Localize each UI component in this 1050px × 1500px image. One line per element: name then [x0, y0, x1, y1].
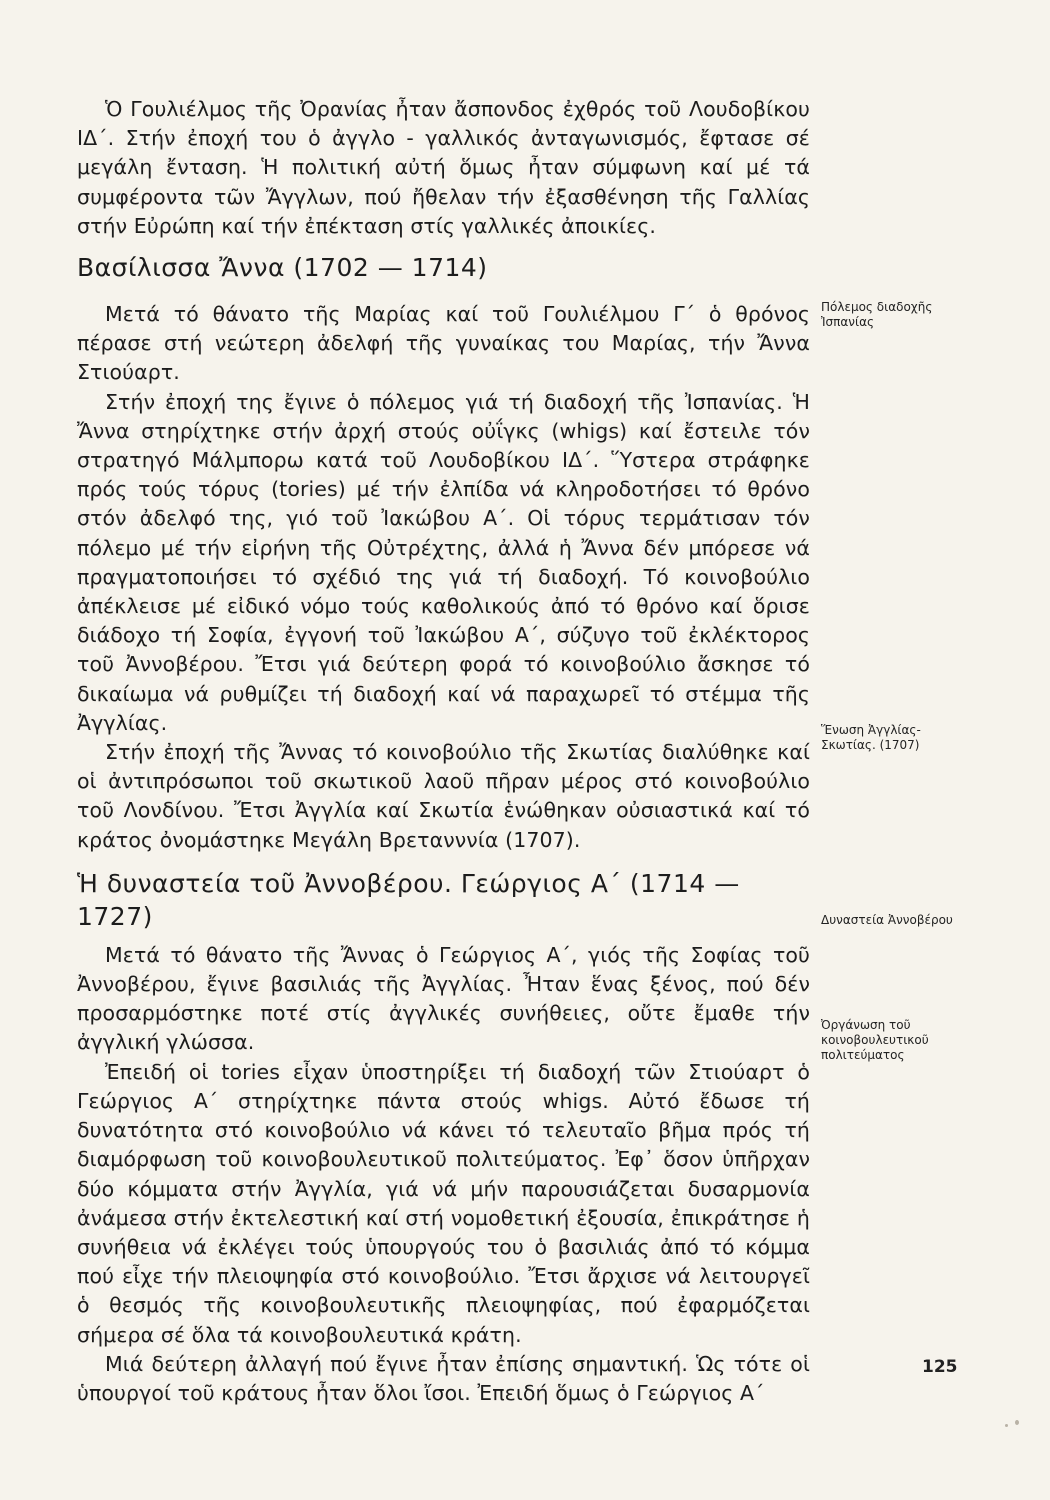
anna-paragraph-2: Στήν ἐποχή της ἔγινε ὁ πόλεμος γιά τή διαδοχή τῆς Ἰσπανίας. Ἡ Ἄννα στηρίχτηκε στήν ἀρχή στούς οὐΐγκς (whigs) καί ἔστειλε τόν στρατηγό Μάλμπορω κατά τοῦ Λουδοβίκου ΙΔ΄. Ὕστερα στράφηκε πρός τούς τόρυς (tories) μέ τήν ἐλπίδα νά κληροδοτήσει τό θρόνο στόν ἀδελφό της, γιό τοῦ Ἰακώβου Α΄. Οἱ τόρυς τερμάτισαν τόν πόλεμο μέ τήν εἰρήνη τῆς Οὐτρέχτης, ἀλλά ἡ Ἄννα δέν μπόρεσε νά πραγματοποιήσει τό σχέδιό της γιά τή διαδοχή. Τό κοινοβούλιο ἀπέκλεισε μέ εἰδικό νόμο τούς καθολικούς ἀπό τό θρόνο καί ὅρισε διάδοχο τή Σοφία, ἐγγονή τοῦ Ἰακώβου Α΄, σύζυγο τοῦ ἐκλέκτορος τοῦ Ἀννοβέρου. Ἔτσι γιά δεύτερη φορά τό κοινοβούλιο ἄσκησε τό δικαίωμα νά ρυθμίζει τή διαδοχή καί νά παραχωρεῖ τό στέμμα τῆς Ἀγγλίας. — [77, 389, 810, 735]
sidenote-union-england-scotland: Ἕνωση Ἀγγλίας-Σκωτίας. (1707) — [821, 723, 921, 752]
george-paragraph-2: Ἐπειδή οἱ tories εἶχαν ὑποστηρίξει τή διαδοχή τῶν Στιούαρτ ὁ Γεώργιος Α΄ στηρίχτηκε πάντα στούς whigs. Αὐτό ἔδωσε τή δυνατότητα στό κοινοβούλιο νά κάνει τό τελευταῖο βῆμα πρός τή διαμόρφωση τοῦ κοινοβουλευτικοῦ πολιτεύματος. Ἐφ᾽ ὅσον ὑπῆρχαν δύο κόμματα στήν Ἀγγλία, γιά νά μήν παρουσιάζεται δυσαρμονία ἀνάμεσα στήν ἐκτελεστική καί στή νομοθετική ἐξουσία, ἐπικράτησε ἡ συνήθεια νά ἐκλέγει τούς ὑπουργούς του ὁ βασιλιάς ἀπό τό κόμμα πού εἶχε τήν πλειοψηφία στό κοινοβούλιο. Ἔτσι ἄρχισε νά λειτουργεῖ ὁ θεσμός τῆς κοινοβουλευτικῆς πλειοψηφίας, πού ἐφαρμόζεται σήμερα σέ ὅλα τά κοινοβουλευτικά κράτη. — [77, 1059, 810, 1347]
intro-paragraph: Ὁ Γουλιέλμος τῆς Ὀρανίας ἦταν ἄσπονδος ἐχθρός τοῦ Λουδοβίκου ΙΔ΄. Στήν ἐποχή του ὁ ἀγγλο - γαλλικός ἀνταγωνισμός, ἔφτασε σέ μεγάλη ἔνταση. Ἡ πολιτική αὐτή ὅμως ἦταν σύμφωνη καί μέ τά συμφέροντα τῶν Ἄγγλων, πού ἤθελαν τήν ἐξασθένηση τῆς Γαλλίας στήν Εὐρώπη καί τήν ἐπέκταση στίς γαλλικές ἀποικίες. — [77, 97, 810, 238]
anna-paragraph-1: Μετά τό θάνατο τῆς Μαρίας καί τοῦ Γουλιέλμου Γ΄ ὁ θρόνος πέρασε στή νεώτερη ἀδελφή τῆς γυναίκας του Μαρίας, τήν Ἄννα Στιούαρτ. — [77, 302, 810, 385]
sidenote-spanish-war: Πόλεμος διαδοχῆς Ἰσπανίας — [821, 300, 933, 329]
section-heading-queen-anne: Βασίλισσα Ἄννα (1702 — 1714) — [77, 253, 488, 283]
george-paragraph-1: Μετά τό θάνατο τῆς Ἄννας ὁ Γεώργιος Α΄, γιός τῆς Σοφίας τοῦ Ἀννοβέρου, ἔγινε βασιλιάς τῆς Ἀγγλίας. Ἦταν ἕνας ξένος, πού δέν προσαρμόστηκε ποτέ στίς ἀγγλικές συνήθειες, οὔτε ἔμαθε τήν ἀγγλική γλώσσα. — [77, 942, 810, 1055]
page-number: 125 — [922, 1357, 958, 1377]
main-text-column — [77, 95, 810, 1408]
george-paragraph-3: Μιά δεύτερη ἀλλαγή πού ἔγινε ἦταν ἐπίσης σημαντική. Ὡς τότε οἱ ὑπουργοί τοῦ κράτους ἦταν ὅλοι ἴσοι. Ἐπειδή ὅμως ὁ Γεώργιος Α΄ — [77, 1351, 810, 1405]
anna-paragraph-3: Στήν ἐποχή τῆς Ἄννας τό κοινοβούλιο τῆς Σκωτίας διαλύθηκε καί οἱ ἀντιπρόσωποι τοῦ σκωτικοῦ λαοῦ πῆραν μέρος στό κοινοβούλιο τοῦ Λονδίνου. Ἔτσι Ἀγγλία καί Σκωτία ἑνώθηκαν οὐσιαστικά καί τό κράτος ὀνομάστηκε Μεγάλη Βρετανννία (1707). — [77, 740, 810, 852]
sidenote-parliamentary-system: Ὀργάνωση τοῦ κοινοβουλευτικοῦ πολιτεύματος — [821, 1018, 929, 1062]
section-heading-hanover-dynasty: Ἡ δυναστεία τοῦ Ἀννοβέρου. Γεώργιος Α΄ (1714 — 1727) — [77, 868, 740, 931]
sidenote-hanover-dynasty: Δυναστεία Ἀννοβέρου — [821, 913, 953, 927]
print-specks — [1005, 1418, 1025, 1438]
